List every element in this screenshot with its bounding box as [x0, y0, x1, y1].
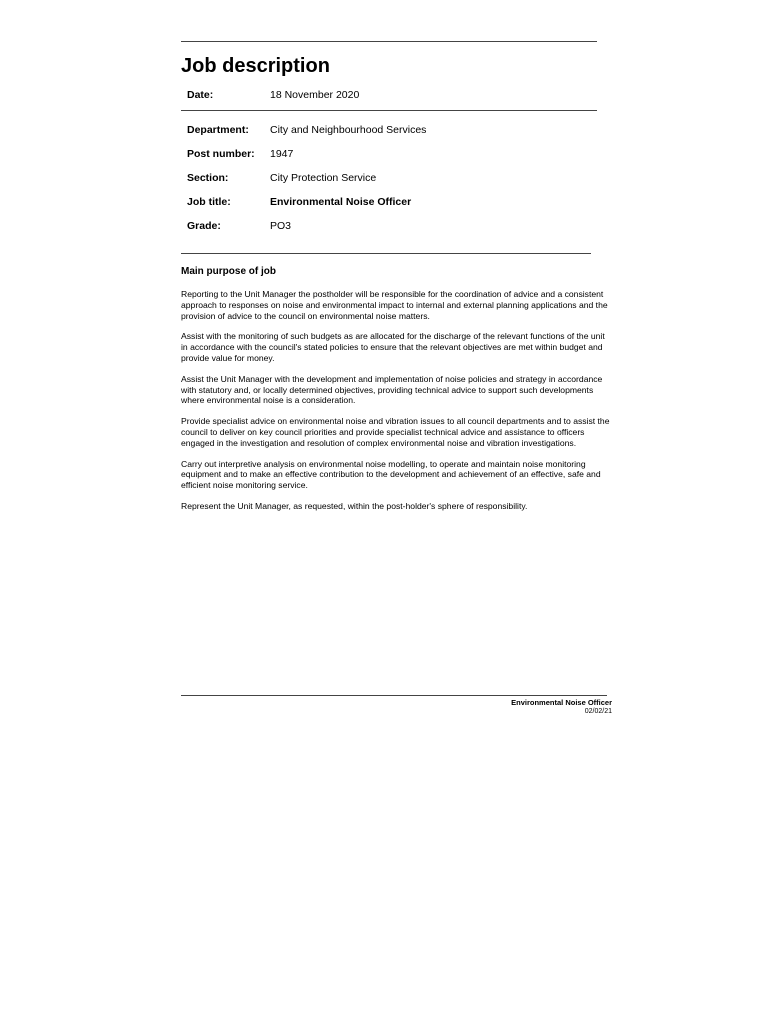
footer-divider [181, 695, 607, 696]
section-heading: Main purpose of job [181, 266, 276, 277]
detail-label: Job title: [187, 196, 231, 208]
paragraph: Reporting to the Unit Manager the postholder will be responsible for the coordination of advice and a consistent approach to responses on noise and environmental impact to internal and external planning applications and the provision of advice to the council on environmental noise matters. [181, 289, 608, 321]
paragraph: Carry out interpretive analysis on environmental noise modelling, to operate and maintain noise monitoring equipment and to make an effective contribution to the development and achievement of an effective, safe and efficient noise monitoring service. [181, 458, 601, 491]
paragraph: Provide specialist advice on environmental noise and vibration issues to all council departments and to assist the council to deliver on key council priorities and provide specialist technical advice and assistance to officers engaged in the investigation and resolution of complex environmental noise and vibration investigations. [181, 416, 610, 448]
footer-title: Environmental Noise Officer [511, 698, 612, 707]
detail-label: Grade: [187, 220, 221, 232]
top-divider [181, 41, 597, 42]
detail-label: Date: [187, 89, 214, 101]
paragraph: Assist with the monitoring of such budgets as are allocated for the discharge of the relevant functions of the unit in accordance with the council's stated policies to ensure that the relevant objectives are met within budget and provide value for money. [181, 331, 605, 363]
detail-value: 18 November 2020 [270, 89, 360, 101]
document-title: Job description [181, 55, 330, 77]
detail-value: PO3 [270, 220, 292, 232]
detail-value: City Protection Service [270, 172, 377, 184]
main-purpose-body [181, 289, 613, 522]
detail-value: Environmental Noise Officer [270, 196, 412, 208]
detail-label: Section: [187, 172, 229, 184]
paragraph: Represent the Unit Manager, as requested, within the post-holder's sphere of responsibility. [181, 500, 528, 511]
details-divider [181, 253, 591, 254]
detail-label: Post number: [187, 148, 255, 160]
detail-value: 1947 [270, 148, 294, 160]
date-divider [181, 110, 597, 111]
detail-label: Department: [187, 124, 249, 136]
detail-value: City and Neighbourhood Services [270, 124, 427, 136]
footer-date: 02/02/21 [584, 708, 612, 715]
paragraph: Assist the Unit Manager with the development and implementation of noise policies and strategy in accordance with statutory and, or locally determined objectives, providing technical advice to support such developments where environmental noise is a consideration. [181, 373, 603, 406]
